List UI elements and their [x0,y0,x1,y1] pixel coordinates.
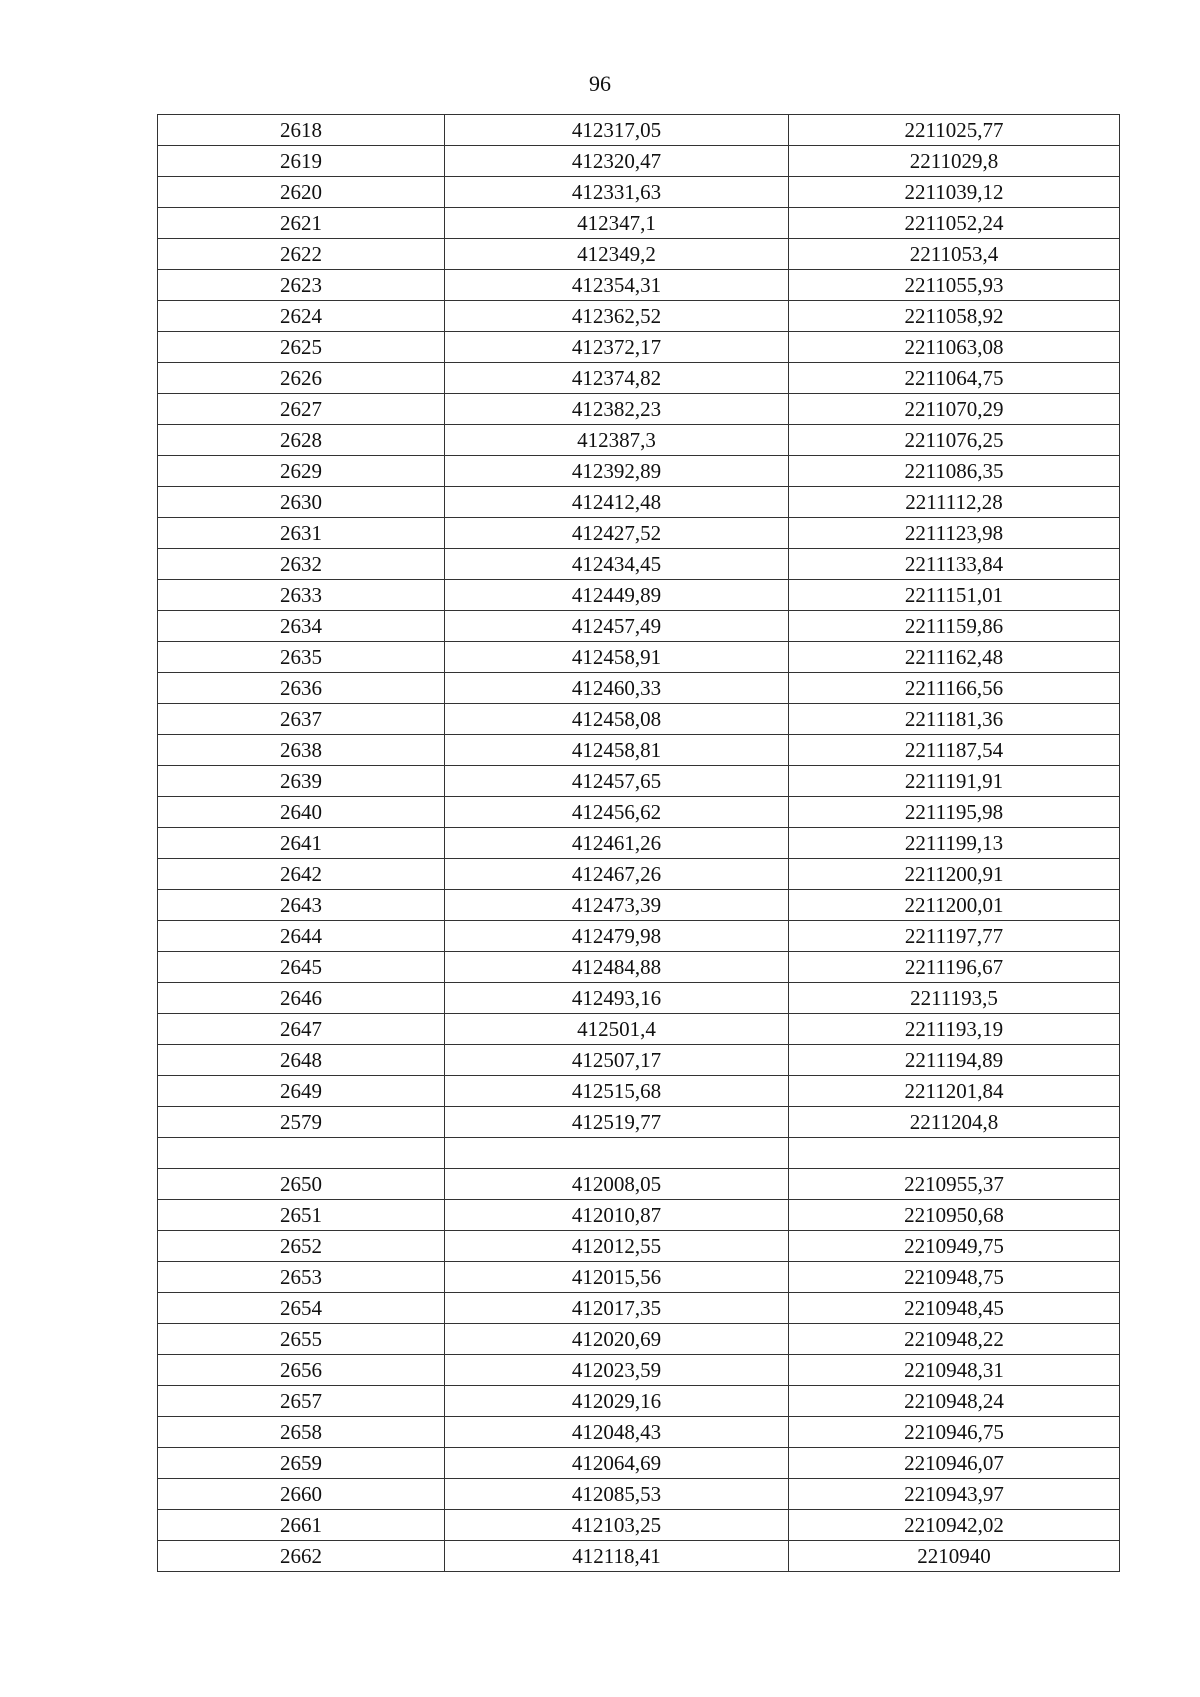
x-coordinate-cell: 412456,62 [445,797,789,828]
point-number-cell: 2644 [158,921,445,952]
point-number-cell: 2642 [158,859,445,890]
table-row [158,797,1120,828]
x-coordinate-cell: 412015,56 [445,1262,789,1293]
point-number-cell: 2640 [158,797,445,828]
table-row [158,828,1120,859]
y-coordinate-cell: 2210943,97 [789,1479,1120,1510]
table-row [158,146,1120,177]
table-row [158,1355,1120,1386]
y-coordinate-cell: 2211151,01 [789,580,1120,611]
y-coordinate-cell: 2211086,35 [789,456,1120,487]
y-coordinate-cell: 2210946,75 [789,1417,1120,1448]
table-row [158,1138,1120,1169]
point-number-cell: 2626 [158,363,445,394]
point-number-cell: 2650 [158,1169,445,1200]
x-coordinate-cell: 412519,77 [445,1107,789,1138]
table-row [158,270,1120,301]
x-coordinate-cell: 412017,35 [445,1293,789,1324]
y-coordinate-cell: 2211181,36 [789,704,1120,735]
point-number-cell: 2635 [158,642,445,673]
coordinates-table-body [158,115,1120,1572]
y-coordinate-cell: 2211197,77 [789,921,1120,952]
y-coordinate-cell [789,1138,1120,1169]
point-number-cell: 2639 [158,766,445,797]
point-number-cell: 2647 [158,1014,445,1045]
x-coordinate-cell: 412493,16 [445,983,789,1014]
point-number-cell: 2632 [158,549,445,580]
point-number-cell: 2656 [158,1355,445,1386]
x-coordinate-cell: 412010,87 [445,1200,789,1231]
point-number-cell: 2654 [158,1293,445,1324]
x-coordinate-cell: 412023,59 [445,1355,789,1386]
table-row [158,983,1120,1014]
point-number-cell: 2638 [158,735,445,766]
table-row [158,1200,1120,1231]
x-coordinate-cell: 412457,65 [445,766,789,797]
y-coordinate-cell: 2211162,48 [789,642,1120,673]
point-number-cell: 2653 [158,1262,445,1293]
table-row [158,177,1120,208]
point-number-cell: 2651 [158,1200,445,1231]
table-row [158,363,1120,394]
table-row [158,1076,1120,1107]
point-number-cell: 2637 [158,704,445,735]
point-number-cell: 2633 [158,580,445,611]
y-coordinate-cell: 2210940 [789,1541,1120,1572]
point-number-cell: 2579 [158,1107,445,1138]
point-number-cell: 2624 [158,301,445,332]
point-number-cell: 2658 [158,1417,445,1448]
point-number-cell: 2645 [158,952,445,983]
point-number-cell: 2618 [158,115,445,146]
y-coordinate-cell: 2211039,12 [789,177,1120,208]
y-coordinate-cell: 2211166,56 [789,673,1120,704]
x-coordinate-cell: 412020,69 [445,1324,789,1355]
x-coordinate-cell: 412317,05 [445,115,789,146]
point-number-cell: 2627 [158,394,445,425]
x-coordinate-cell: 412473,39 [445,890,789,921]
y-coordinate-cell: 2211029,8 [789,146,1120,177]
table-row [158,115,1120,146]
table-row [158,704,1120,735]
y-coordinate-cell: 2211025,77 [789,115,1120,146]
x-coordinate-cell: 412501,4 [445,1014,789,1045]
y-coordinate-cell: 2210949,75 [789,1231,1120,1262]
point-number-cell: 2619 [158,146,445,177]
table-row [158,1014,1120,1045]
table-row [158,673,1120,704]
x-coordinate-cell: 412320,47 [445,146,789,177]
y-coordinate-cell: 2211063,08 [789,332,1120,363]
x-coordinate-cell: 412349,2 [445,239,789,270]
x-coordinate-cell: 412507,17 [445,1045,789,1076]
y-coordinate-cell: 2210948,22 [789,1324,1120,1355]
x-coordinate-cell: 412458,91 [445,642,789,673]
point-number-cell: 2657 [158,1386,445,1417]
x-coordinate-cell: 412387,3 [445,425,789,456]
x-coordinate-cell: 412460,33 [445,673,789,704]
x-coordinate-cell: 412449,89 [445,580,789,611]
x-coordinate-cell: 412354,31 [445,270,789,301]
table-row [158,642,1120,673]
point-number-cell: 2643 [158,890,445,921]
x-coordinate-cell: 412467,26 [445,859,789,890]
x-coordinate-cell: 412484,88 [445,952,789,983]
x-coordinate-cell: 412427,52 [445,518,789,549]
table-row [158,1479,1120,1510]
point-number-cell: 2652 [158,1231,445,1262]
point-number-cell: 2631 [158,518,445,549]
x-coordinate-cell: 412382,23 [445,394,789,425]
table-row [158,1510,1120,1541]
x-coordinate-cell [445,1138,789,1169]
x-coordinate-cell: 412458,08 [445,704,789,735]
y-coordinate-cell: 2211204,8 [789,1107,1120,1138]
y-coordinate-cell: 2210955,37 [789,1169,1120,1200]
table-row [158,1107,1120,1138]
table-row [158,1262,1120,1293]
y-coordinate-cell: 2211191,91 [789,766,1120,797]
table-row [158,952,1120,983]
y-coordinate-cell: 2210948,45 [789,1293,1120,1324]
table-row [158,549,1120,580]
point-number-cell [158,1138,445,1169]
table-row [158,394,1120,425]
point-number-cell: 2646 [158,983,445,1014]
point-number-cell: 2655 [158,1324,445,1355]
table-row [158,518,1120,549]
y-coordinate-cell: 2211201,84 [789,1076,1120,1107]
x-coordinate-cell: 412372,17 [445,332,789,363]
x-coordinate-cell: 412457,49 [445,611,789,642]
y-coordinate-cell: 2211053,4 [789,239,1120,270]
page-number: 96 [589,71,611,96]
y-coordinate-cell: 2211159,86 [789,611,1120,642]
y-coordinate-cell: 2211200,01 [789,890,1120,921]
x-coordinate-cell: 412515,68 [445,1076,789,1107]
y-coordinate-cell: 2211193,19 [789,1014,1120,1045]
point-number-cell: 2641 [158,828,445,859]
x-coordinate-cell: 412331,63 [445,177,789,208]
table-row [158,1293,1120,1324]
x-coordinate-cell: 412085,53 [445,1479,789,1510]
x-coordinate-cell: 412118,41 [445,1541,789,1572]
point-number-cell: 2620 [158,177,445,208]
y-coordinate-cell: 2211133,84 [789,549,1120,580]
y-coordinate-cell: 2211112,28 [789,487,1120,518]
table-row [158,1386,1120,1417]
table-row [158,487,1120,518]
x-coordinate-cell: 412392,89 [445,456,789,487]
table-row [158,735,1120,766]
coordinates-table [157,114,1120,1572]
table-row [158,332,1120,363]
y-coordinate-cell: 2210948,75 [789,1262,1120,1293]
point-number-cell: 2621 [158,208,445,239]
point-number-cell: 2630 [158,487,445,518]
y-coordinate-cell: 2210950,68 [789,1200,1120,1231]
y-coordinate-cell: 2211058,92 [789,301,1120,332]
table-row [158,1324,1120,1355]
table-row [158,208,1120,239]
table-row [158,859,1120,890]
point-number-cell: 2625 [158,332,445,363]
x-coordinate-cell: 412374,82 [445,363,789,394]
x-coordinate-cell: 412103,25 [445,1510,789,1541]
table-row [158,456,1120,487]
x-coordinate-cell: 412434,45 [445,549,789,580]
x-coordinate-cell: 412048,43 [445,1417,789,1448]
point-number-cell: 2659 [158,1448,445,1479]
y-coordinate-cell: 2211052,24 [789,208,1120,239]
y-coordinate-cell: 2211076,25 [789,425,1120,456]
x-coordinate-cell: 412362,52 [445,301,789,332]
point-number-cell: 2628 [158,425,445,456]
point-number-cell: 2634 [158,611,445,642]
point-number-cell: 2629 [158,456,445,487]
x-coordinate-cell: 412458,81 [445,735,789,766]
y-coordinate-cell: 2210946,07 [789,1448,1120,1479]
table-row [158,921,1120,952]
y-coordinate-cell: 2211064,75 [789,363,1120,394]
point-number-cell: 2662 [158,1541,445,1572]
y-coordinate-cell: 2211123,98 [789,518,1120,549]
table-row [158,1541,1120,1572]
y-coordinate-cell: 2211200,91 [789,859,1120,890]
x-coordinate-cell: 412479,98 [445,921,789,952]
y-coordinate-cell: 2210942,02 [789,1510,1120,1541]
y-coordinate-cell: 2210948,24 [789,1386,1120,1417]
point-number-cell: 2648 [158,1045,445,1076]
x-coordinate-cell: 412347,1 [445,208,789,239]
x-coordinate-cell: 412412,48 [445,487,789,518]
x-coordinate-cell: 412461,26 [445,828,789,859]
table-row [158,301,1120,332]
table-row [158,766,1120,797]
table-row [158,1231,1120,1262]
table-row [158,611,1120,642]
y-coordinate-cell: 2210948,31 [789,1355,1120,1386]
table-row [158,1448,1120,1479]
table-row [158,890,1120,921]
y-coordinate-cell: 2211199,13 [789,828,1120,859]
x-coordinate-cell: 412012,55 [445,1231,789,1262]
table-row [158,239,1120,270]
y-coordinate-cell: 2211193,5 [789,983,1120,1014]
point-number-cell: 2649 [158,1076,445,1107]
table-row [158,1045,1120,1076]
table-row [158,1417,1120,1448]
y-coordinate-cell: 2211055,93 [789,270,1120,301]
y-coordinate-cell: 2211194,89 [789,1045,1120,1076]
y-coordinate-cell: 2211196,67 [789,952,1120,983]
y-coordinate-cell: 2211195,98 [789,797,1120,828]
point-number-cell: 2636 [158,673,445,704]
point-number-cell: 2623 [158,270,445,301]
x-coordinate-cell: 412008,05 [445,1169,789,1200]
y-coordinate-cell: 2211070,29 [789,394,1120,425]
table-row [158,425,1120,456]
table-row [158,580,1120,611]
y-coordinate-cell: 2211187,54 [789,735,1120,766]
point-number-cell: 2622 [158,239,445,270]
x-coordinate-cell: 412064,69 [445,1448,789,1479]
table-row [158,1169,1120,1200]
point-number-cell: 2661 [158,1510,445,1541]
x-coordinate-cell: 412029,16 [445,1386,789,1417]
point-number-cell: 2660 [158,1479,445,1510]
